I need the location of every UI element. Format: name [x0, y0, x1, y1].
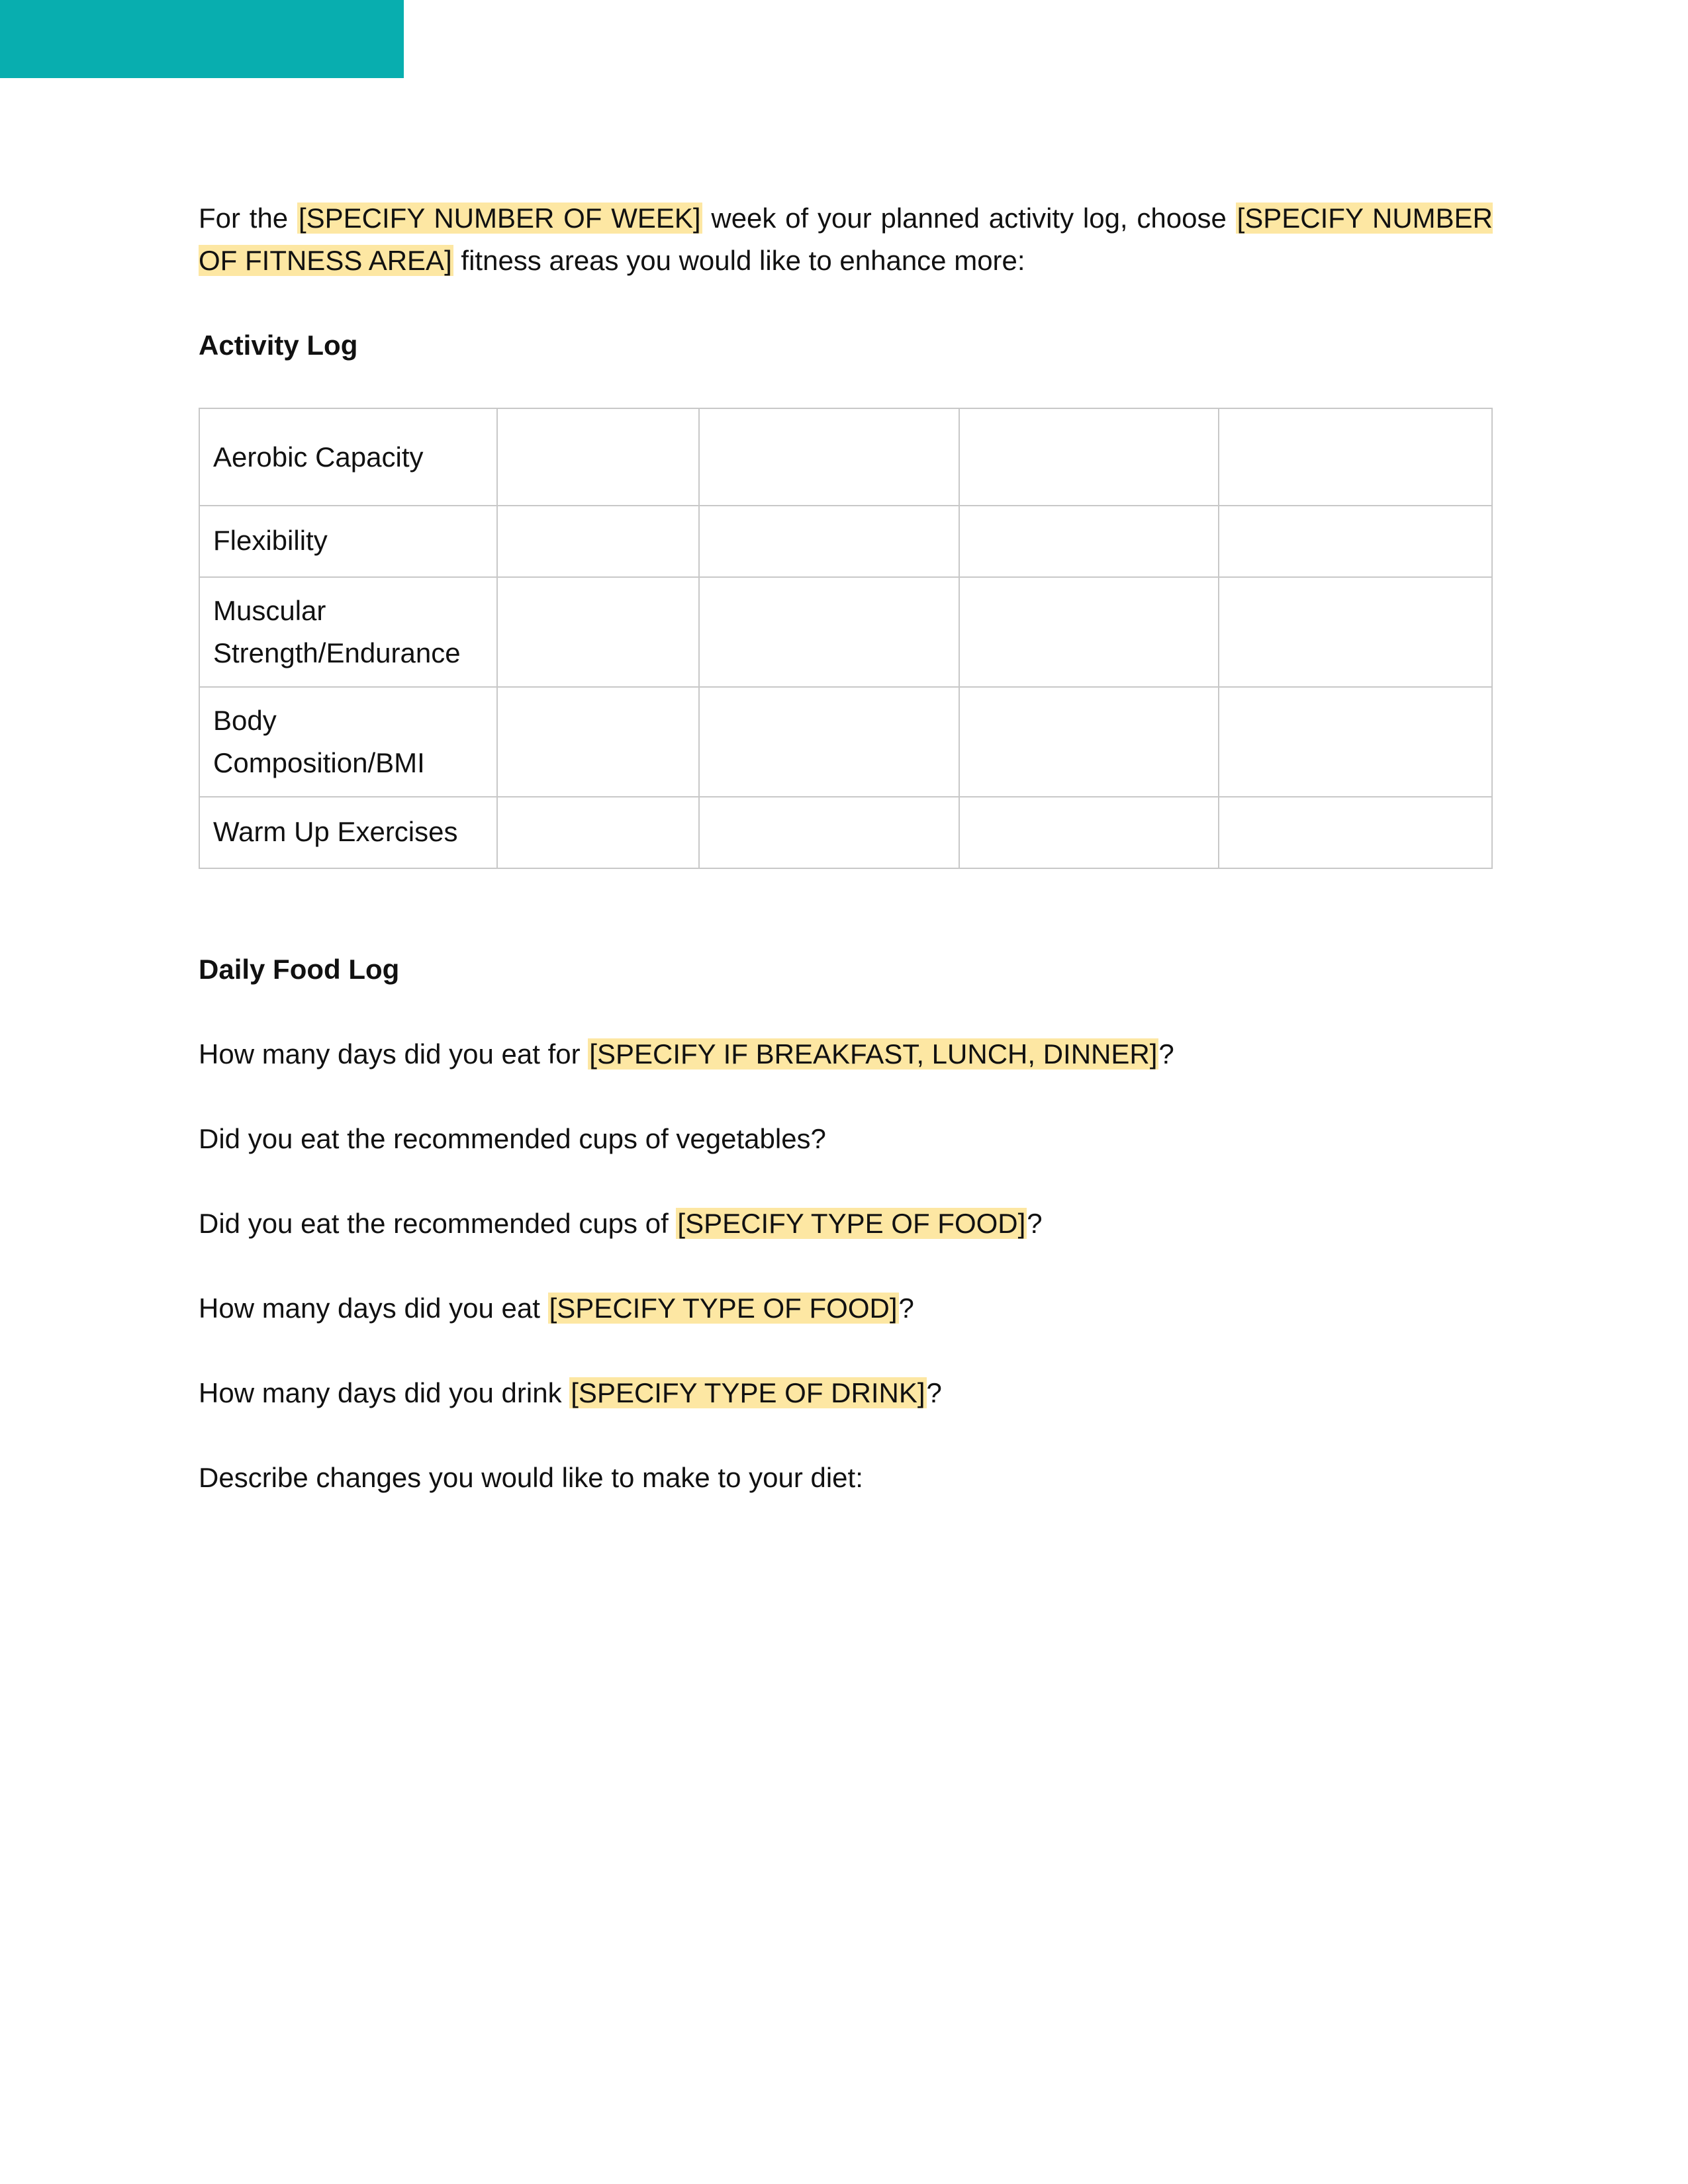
daily-food-log-heading: Daily Food Log [199, 954, 400, 985]
question-mark: ? [898, 1293, 914, 1324]
table-cell[interactable] [699, 408, 959, 506]
question-drink-days [199, 1372, 1493, 1414]
document-body [199, 197, 1493, 1499]
table-cell[interactable] [497, 408, 699, 506]
table-cell[interactable] [699, 797, 959, 868]
question-mark: ? [1158, 1038, 1174, 1069]
row-label: Body Composition/BMI [199, 687, 497, 797]
table-cell[interactable] [699, 506, 959, 577]
row-label: Muscular Strength/Endurance [199, 577, 497, 687]
question-meals [199, 1033, 1493, 1075]
table-row [199, 687, 1492, 797]
question-vegetables: Did you eat the recommended cups of vegetables? [199, 1123, 826, 1154]
question-mark: ? [1027, 1208, 1043, 1239]
table-cell[interactable] [959, 687, 1219, 797]
table-row [199, 577, 1492, 687]
intro-text-3: fitness areas you would like to enhance more: [453, 245, 1025, 276]
header-accent-bar [0, 0, 404, 78]
activity-log-table [199, 408, 1493, 869]
table-cell[interactable] [497, 797, 699, 868]
table-row [199, 408, 1492, 506]
table-cell[interactable] [1219, 687, 1492, 797]
table-cell[interactable] [497, 506, 699, 577]
question-text: Did you eat the recommended cups of [199, 1208, 677, 1239]
question-mark: ? [926, 1377, 942, 1408]
meal-placeholder: [SPECIFY IF BREAKFAST, LUNCH, DINNER] [589, 1038, 1158, 1069]
table-cell[interactable] [699, 577, 959, 687]
table-cell[interactable] [1219, 408, 1492, 506]
question-food-days [199, 1287, 1493, 1330]
table-cell[interactable] [959, 797, 1219, 868]
table-cell[interactable] [959, 408, 1219, 506]
row-label: Warm Up Exercises [199, 797, 497, 868]
table-cell[interactable] [959, 506, 1219, 577]
table-cell[interactable] [1219, 797, 1492, 868]
table-cell[interactable] [1219, 577, 1492, 687]
row-label: Aerobic Capacity [199, 408, 497, 506]
table-row [199, 506, 1492, 577]
food-type-placeholder: [SPECIFY TYPE OF FOOD] [549, 1293, 898, 1324]
row-label: Flexibility [199, 506, 497, 577]
intro-text-2: week of your planned activity log, choose [702, 203, 1236, 234]
week-number-placeholder: [SPECIFY NUMBER OF WEEK] [298, 203, 701, 234]
fitness-area-number-placeholder: [SPECIFY NUMBER OF FITNESS AREA] [199, 203, 1493, 276]
intro-paragraph [199, 197, 1493, 282]
activity-log-heading: Activity Log [199, 330, 358, 361]
question-text: How many days did you eat [199, 1293, 548, 1324]
intro-text-1: For the [199, 203, 297, 234]
drink-type-placeholder: [SPECIFY TYPE OF DRINK] [571, 1377, 925, 1408]
table-cell[interactable] [497, 687, 699, 797]
table-cell[interactable] [959, 577, 1219, 687]
table-row [199, 797, 1492, 868]
food-type-placeholder: [SPECIFY TYPE OF FOOD] [677, 1208, 1026, 1239]
table-cell[interactable] [497, 577, 699, 687]
question-diet-changes: Describe changes you would like to make to your diet: [199, 1462, 863, 1493]
question-text: How many days did you eat for [199, 1038, 588, 1069]
table-cell[interactable] [1219, 506, 1492, 577]
question-food-cups [199, 1203, 1493, 1245]
table-cell[interactable] [699, 687, 959, 797]
question-text: How many days did you drink [199, 1377, 570, 1408]
